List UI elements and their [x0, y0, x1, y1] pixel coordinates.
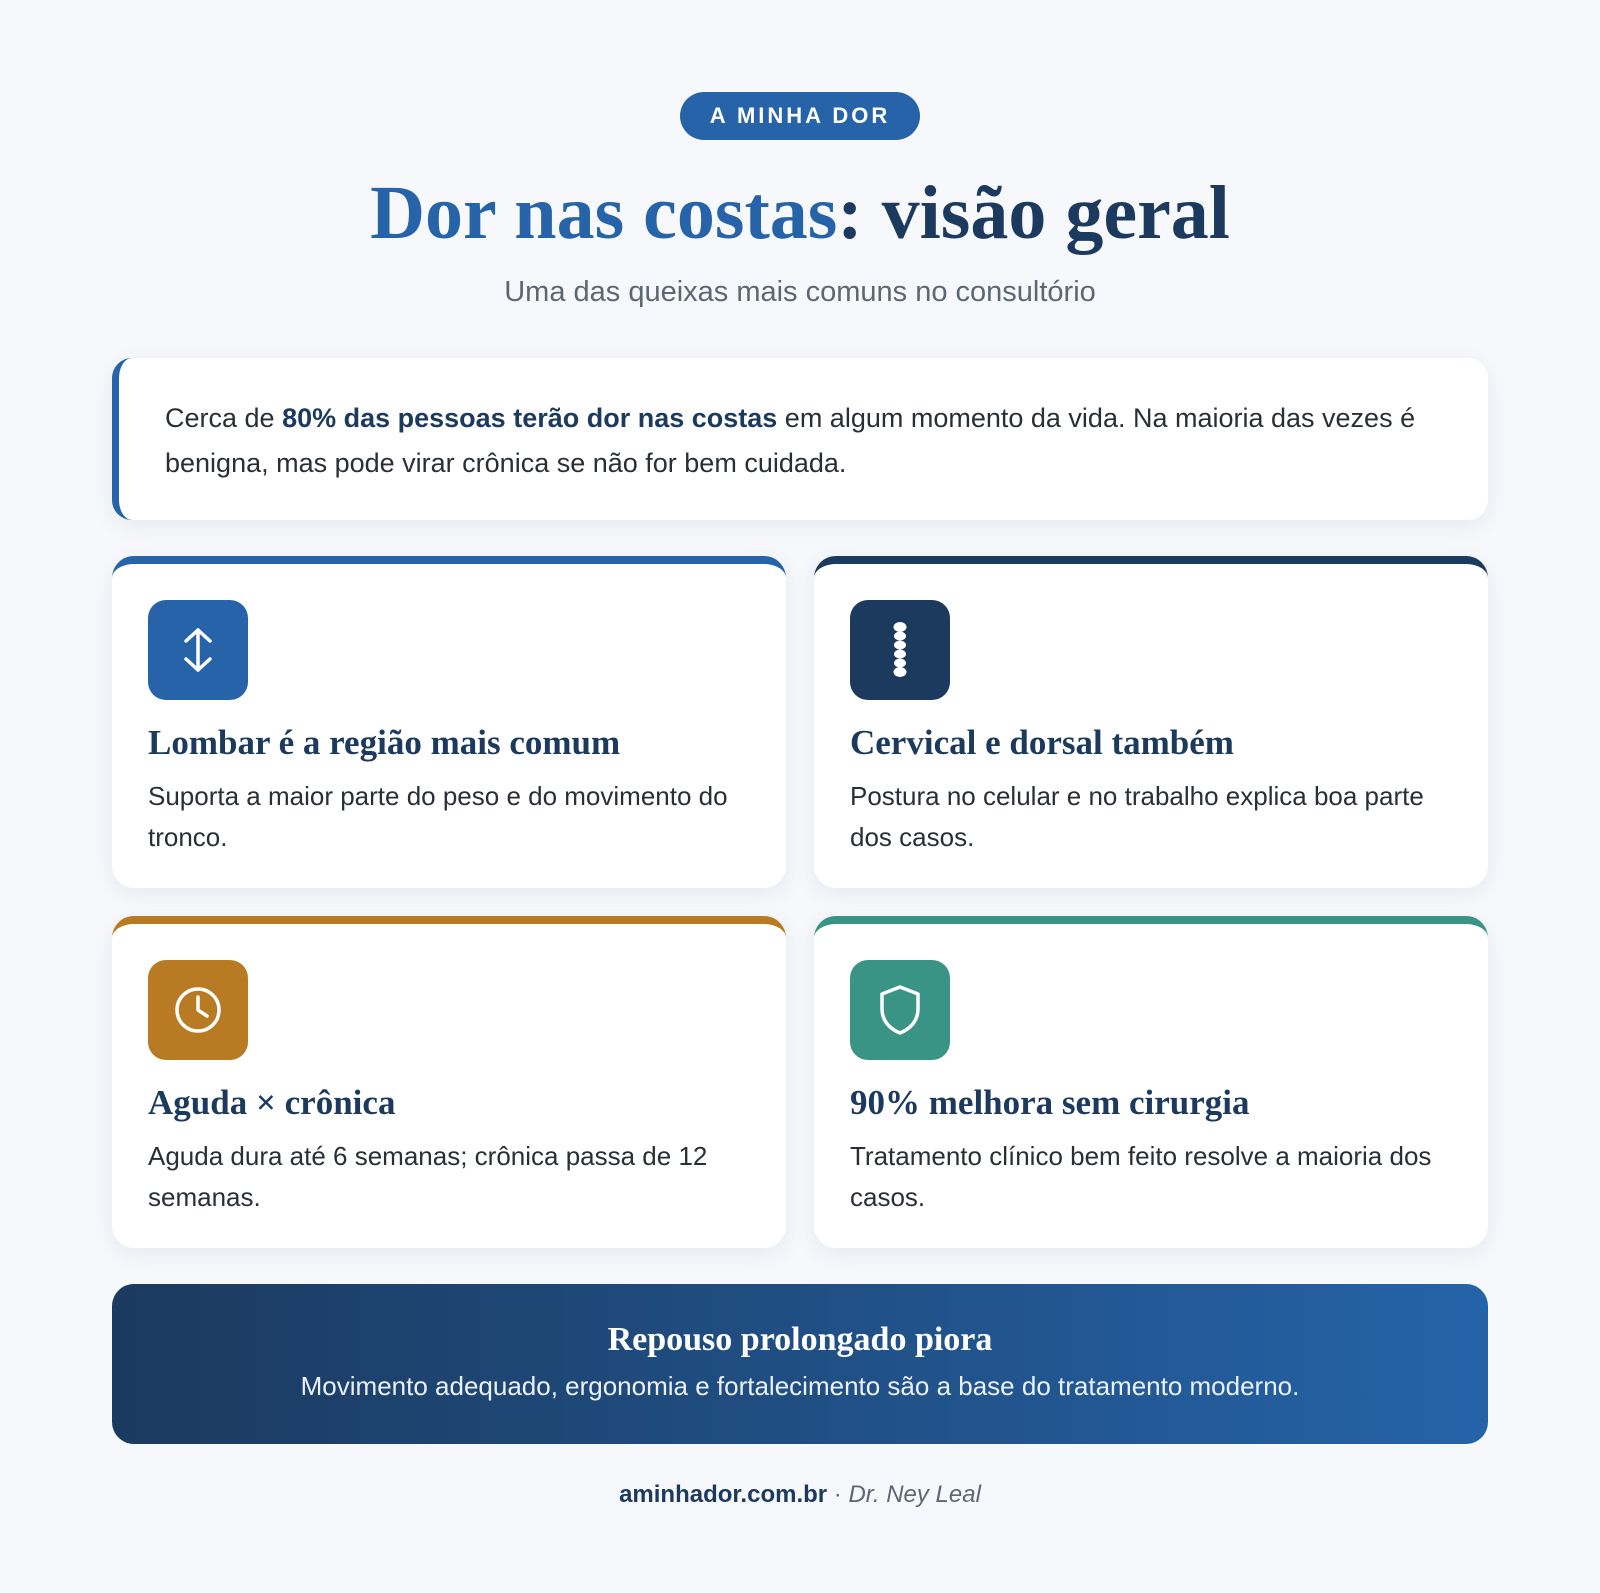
- footer: [112, 1478, 1488, 1512]
- page-subtitle: Uma das queixas mais comuns no consultório: [504, 276, 1096, 308]
- card-text: Tratamento clínico bem feito resolve a maioria dos casos.: [850, 1141, 1432, 1212]
- badge-wrapper: [112, 92, 1488, 140]
- page-title-rest: : visão geral: [837, 171, 1230, 255]
- spine-icon: [850, 600, 950, 700]
- callout-text: Movimento adequado, ergonomia e fortalecimento são a base do tratamento moderno.: [300, 1371, 1300, 1401]
- info-card-cervical: [814, 556, 1488, 888]
- card-title: 90% melhora sem cirurgia: [850, 1083, 1250, 1122]
- vertical-arrows-icon: [148, 600, 248, 700]
- footer-author: Dr. Ney Leal: [848, 1481, 981, 1508]
- info-card-aguda-cronica: [112, 916, 786, 1248]
- card-text: Postura no celular e no trabalho explica boa parte dos casos.: [850, 781, 1424, 852]
- intro-text-before: Cerca de: [165, 403, 283, 433]
- callout-title: Repouso prolongado piora: [607, 1321, 993, 1358]
- card-title: Cervical e dorsal também: [850, 723, 1234, 762]
- info-card-sem-cirurgia: [814, 916, 1488, 1248]
- footer-separator: ·: [827, 1481, 849, 1508]
- category-badge: A MINHA DOR: [680, 92, 920, 140]
- card-title: Lombar é a região mais comum: [148, 723, 621, 762]
- page-title-accent: Dor nas costas: [370, 171, 838, 255]
- intro-box: [112, 358, 1488, 520]
- footer-site: aminhador.com.br: [619, 1481, 828, 1508]
- card-text: Suporta a maior parte do peso e do movimento do tronco.: [148, 781, 728, 852]
- shield-icon: [850, 960, 950, 1060]
- callout-banner: [112, 1284, 1488, 1444]
- info-card-lombar: [112, 556, 786, 888]
- card-title: Aguda × crônica: [148, 1083, 396, 1122]
- page-title: [112, 168, 1488, 258]
- intro-highlight: 80% das pessoas terão dor nas costas: [282, 403, 778, 433]
- intro-text-after: em algum momento da vida. Na maioria das vezes é benigna, mas pode virar crônica se não for bem cuidada.: [165, 403, 1416, 478]
- card-text: Aguda dura até 6 semanas; crônica passa de 12 semanas.: [148, 1141, 708, 1212]
- clock-icon: [148, 960, 248, 1060]
